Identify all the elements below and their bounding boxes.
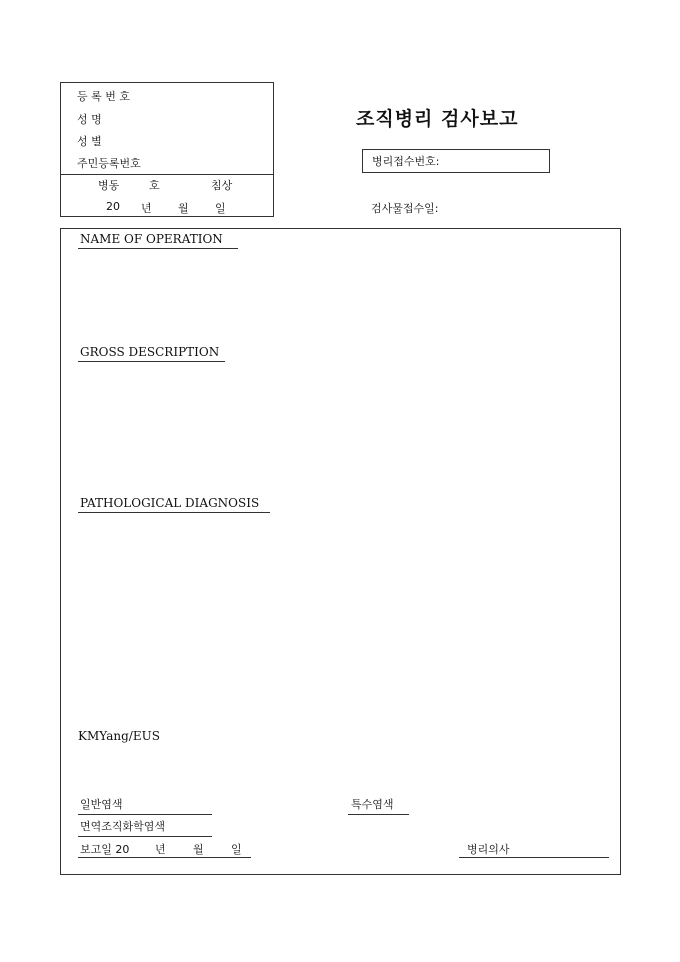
date-day-label: 일 — [215, 202, 226, 215]
bed-label: 침상 — [211, 179, 233, 192]
report-body-box — [60, 228, 621, 875]
routine-stain-label: 일반염색 — [80, 798, 123, 811]
accession-number-label: 병리접수번호: — [372, 155, 440, 168]
author-line: KMYang/EUS — [78, 729, 160, 743]
special-stain-label: 특수염색 — [351, 798, 394, 811]
sex-label: 성 별 — [77, 135, 102, 148]
ward-label: 병동 — [98, 179, 120, 192]
special-stain-underline — [348, 814, 409, 815]
report-date-underline — [78, 857, 251, 858]
ihc-stain-label: 면역조직화학염색 — [80, 820, 166, 833]
ihc-stain-underline — [78, 836, 212, 837]
date-year-prefix: 20 — [106, 200, 120, 213]
report-date-label: 보고일 20 — [80, 843, 130, 856]
registration-no-label: 등 록 번 호 — [77, 90, 130, 103]
date-year-label: 년 — [141, 202, 152, 215]
gross-description-heading: GROSS DESCRIPTION — [78, 345, 225, 362]
pathological-diagnosis-heading: PATHOLOGICAL DIAGNOSIS — [78, 496, 270, 513]
report-date-year: 년 — [155, 843, 166, 856]
name-label: 성 명 — [77, 113, 102, 126]
report-date-day: 일 — [231, 843, 242, 856]
pathologist-signature-line — [459, 857, 609, 858]
accession-number-field[interactable] — [362, 149, 550, 173]
routine-stain-underline — [78, 814, 212, 815]
patient-box-divider — [61, 174, 273, 175]
resident-no-label: 주민등록번호 — [77, 157, 141, 170]
operation-heading: NAME OF OPERATION — [78, 232, 238, 249]
report-date-month: 월 — [193, 843, 204, 856]
document-title: 조직병리 검사보고 — [356, 108, 519, 130]
specimen-received-label: 검사물접수일: — [371, 202, 439, 215]
pathologist-label: 병리의사 — [467, 843, 510, 856]
room-label: 호 — [149, 179, 160, 192]
date-month-label: 월 — [178, 202, 189, 215]
